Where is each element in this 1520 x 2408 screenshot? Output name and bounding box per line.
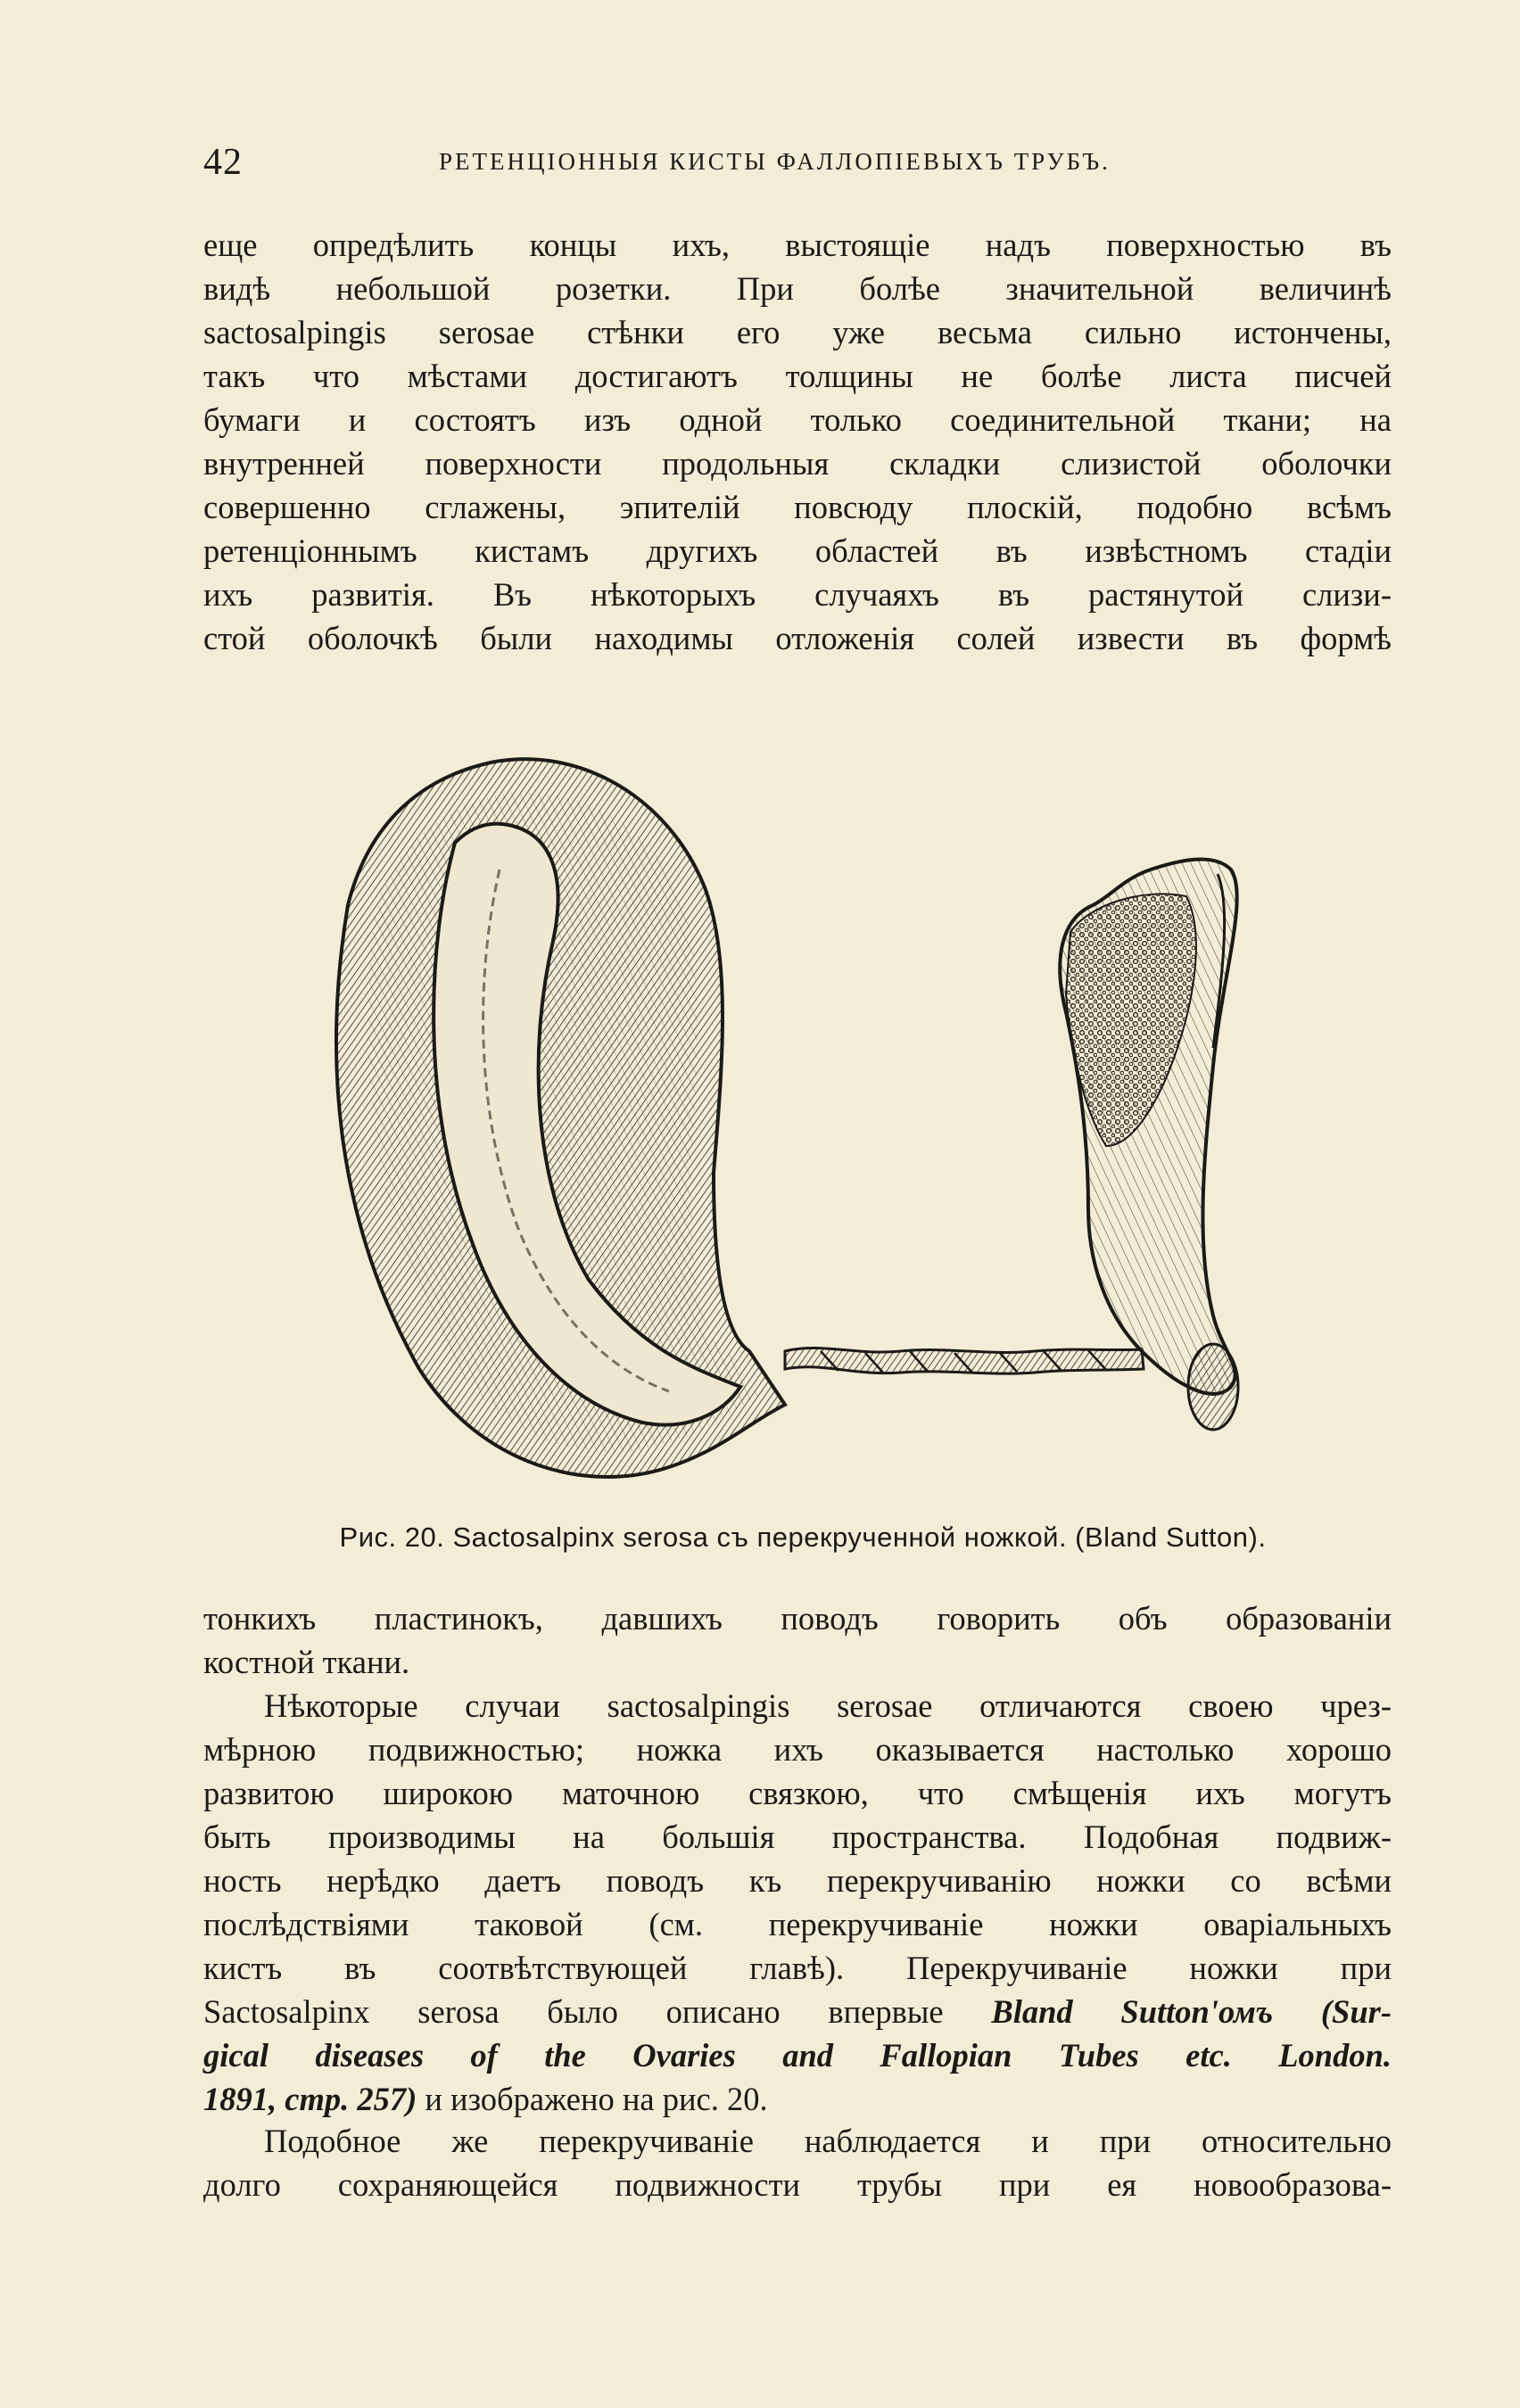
text-line: sactosalpingis serosae стѣнки его уже весьма сильно истончены,: [203, 314, 1392, 350]
text-line: ретенціоннымъ кистамъ другихъ областей въ извѣстномъ стадіи: [203, 532, 1392, 569]
text-line: кистъ въ соотвѣтствующей главѣ). Перекручиваніе ножки при: [203, 1950, 1392, 1986]
text-line: развитою широкою маточною связкою, что смѣщенія ихъ могутъ: [203, 1775, 1392, 1811]
text-line: мѣрною подвижностью; ножка ихъ оказывается настолько хорошо: [203, 1731, 1392, 1768]
text-line: бумаги и состоятъ изъ одной только соединительной ткани; на: [203, 401, 1392, 438]
page-number: 42: [203, 142, 243, 183]
text-line: Подобное же перекручиваніе наблюдается и при относительно: [264, 2123, 1392, 2159]
text-line: ность нерѣдко даетъ поводъ къ перекручиванію ножки со всѣми: [203, 1862, 1392, 1899]
citation-year-page: 1891, стр. 257): [203, 2081, 417, 2117]
text-line: послѣдствіями таковой (см. перекручиваніе ножки оваріальныхъ: [203, 1906, 1392, 1942]
text-line: такъ что мѣстами достигаютъ толщины не болѣе листа писчей: [203, 358, 1392, 394]
citation-author: Bland Sutton'омъ (Sur-: [991, 1993, 1392, 2030]
running-head: [203, 141, 1395, 186]
text-line-with-citation: [203, 2077, 1392, 2121]
running-title: РЕТЕНЦІОННЫЯ КИСТЫ ФАЛЛОПІЕВЫХЪ ТРУБЪ.: [439, 148, 1111, 175]
paragraph-bottom: [203, 2119, 1392, 2206]
text-line-citation: [203, 2033, 1392, 2077]
text-line: быть производимы на большія пространства. Подобная подвиж-: [203, 1818, 1392, 1855]
text-line: внутренней поверхности продольныя складки слизистой оболочки: [203, 445, 1392, 482]
paragraph-top: [203, 223, 1392, 660]
text-line: костной ткани.: [203, 1644, 410, 1680]
text-line: тонкихъ пластинокъ, давшихъ поводъ говорить объ образованіи: [203, 1600, 1392, 1637]
text-line-with-citation: [203, 1990, 1392, 2033]
text-span: и изображено на рис. 20.: [417, 2081, 768, 2117]
text-line: еще опредѣлить концы ихъ, выстоящіе надъ поверхностью въ: [203, 227, 1392, 263]
text-line: совершенно сглажены, эпителій повсюду плоскій, подобно всѣмъ: [203, 489, 1392, 525]
text-line: ихъ развитія. Въ нѣкоторыхъ случаяхъ въ растянутой слизи-: [203, 576, 1392, 613]
text-span: Sactosalpinx serosa было описано впервые: [203, 1993, 992, 2030]
text-line: видѣ небольшой розетки. При болѣе значительной величинѣ: [203, 270, 1392, 307]
text-line: Нѣкоторые случаи sactosalpingis serosae отличаются своею чрез-: [264, 1687, 1392, 1724]
figure-sactosalpinx-illustration: [285, 727, 1302, 1494]
citation-title: gical diseases of the Ovaries and Fallopian Tubes etc. London.: [203, 2037, 1392, 2074]
paragraph-after-figure: [203, 1596, 1392, 1684]
figure-caption: Рис. 20. Sactosalpinx serosa съ перекрученной ножкой. (Bland Sutton).: [339, 1521, 1267, 1553]
text-line: долго сохраняющейся подвижности трубы при ея новообразова-: [203, 2166, 1392, 2203]
paragraph-mobility: [203, 1684, 1392, 2121]
text-line: стой оболочкѣ были находимы отложенія солей извести въ формѣ: [203, 620, 1392, 656]
